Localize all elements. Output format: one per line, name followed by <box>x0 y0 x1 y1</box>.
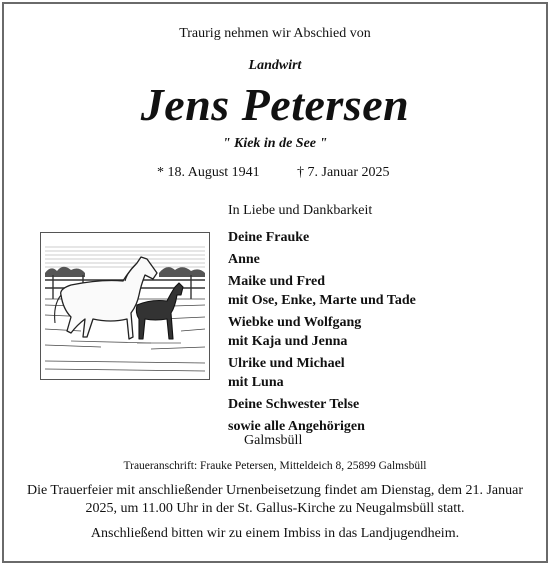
family-member-line: Ulrike und Michael <box>228 356 345 371</box>
family-group <box>228 354 528 392</box>
family-group <box>228 250 528 269</box>
birth-date: * 18. August 1941 <box>157 165 260 180</box>
family-list <box>228 228 528 439</box>
family-member-line: mit Kaja und Jenna <box>228 334 348 349</box>
family-group <box>228 272 528 310</box>
family-group <box>228 228 528 247</box>
death-date: † 7. Januar 2025 <box>297 165 390 180</box>
place-name: Galmsbüll <box>244 433 303 448</box>
family-member-line: Deine Frauke <box>228 230 310 245</box>
reception-text: Anschließend bitten wir zu einem Imbiss in das Landjugendheim. <box>90 526 460 541</box>
nickname: " Kiek in de See " <box>222 136 328 151</box>
family-member-line: mit Ose, Enke, Marte und Tade <box>228 293 416 308</box>
deceased-name: Jens Petersen <box>140 79 410 130</box>
love-gratitude-line: In Liebe und Dankbarkeit <box>228 203 373 218</box>
family-member-line: Maike und Fred <box>228 274 325 289</box>
family-group <box>228 313 528 351</box>
family-member-line: sowie alle Angehörigen <box>228 419 365 434</box>
intro-text: Traurig nehmen wir Abschied von <box>179 26 371 41</box>
horse-and-foal-drawing <box>40 232 210 380</box>
occupation: Landwirt <box>248 58 302 73</box>
family-group <box>228 395 528 414</box>
mourning-address: Traueranschrift: Frauke Petersen, Mitteldeich 8, 25899 Galmsbüll <box>123 460 427 472</box>
funeral-service-text: Die Trauerfeier mit anschließender Urnenbeisetzung findet am Dienstag, dem 21. Januar 2025, um 11.00 Uhr in der St. Gallus-Kirche zu Neugalmsbüll statt. <box>26 483 524 516</box>
family-member-line: Deine Schwester Telse <box>228 397 360 412</box>
family-member-line: mit Luna <box>228 375 284 390</box>
family-member-line: Wiebke und Wolfgang <box>228 315 362 330</box>
family-member-line: Anne <box>228 252 260 267</box>
